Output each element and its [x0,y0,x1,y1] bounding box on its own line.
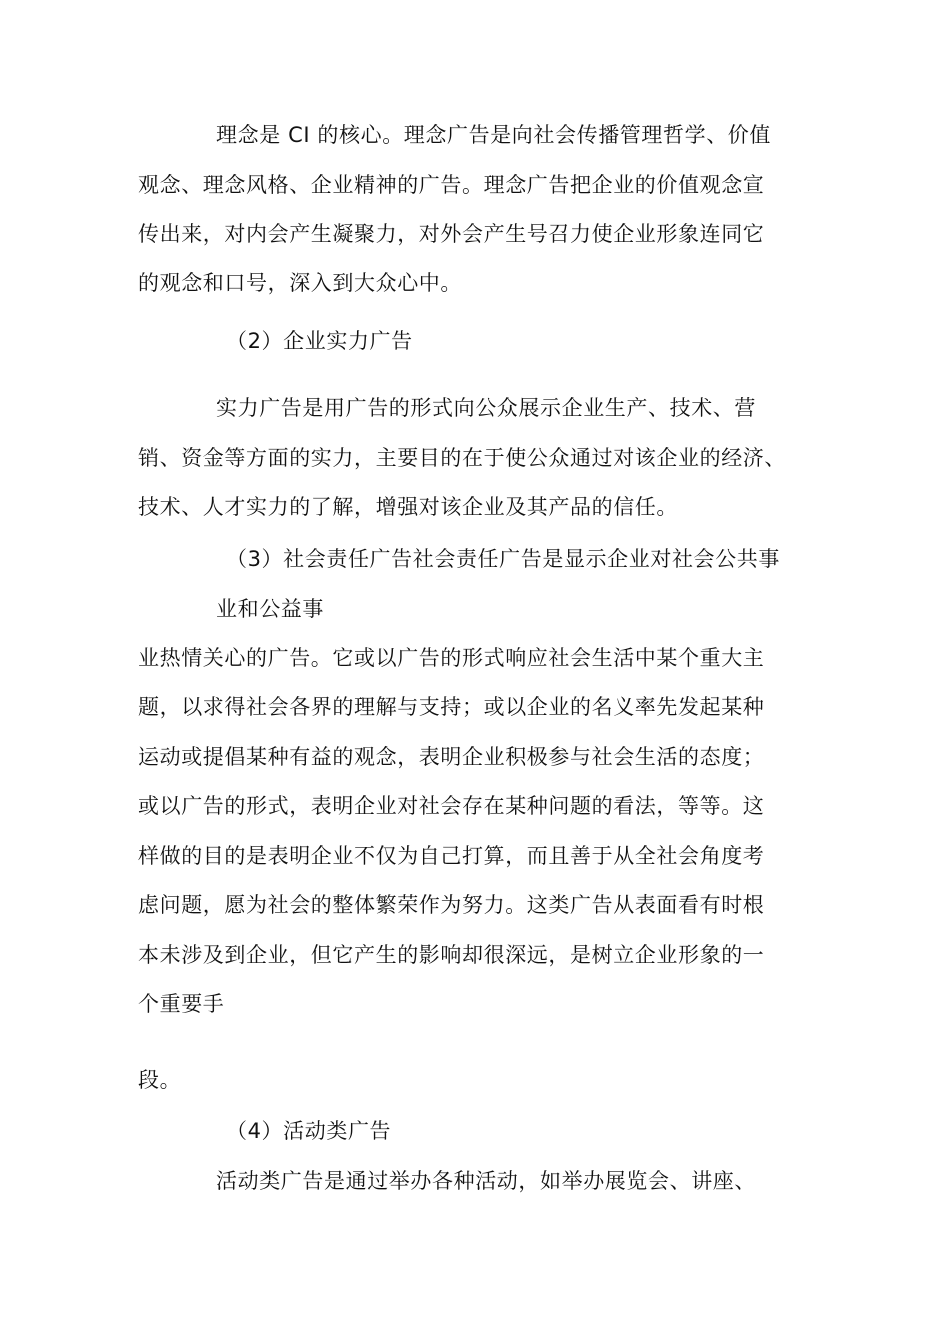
paragraph-line: 销、资金等方面的实力，主要目的在于使公众通过对该企业的经济、 [138,446,786,470]
paragraph-line: 段。 [138,1068,182,1092]
paragraph-line: 的观念和口号，深入到大众心中。 [138,271,462,295]
paragraph-line: 个重要手 [138,992,225,1016]
paragraph-line: 活动类广告是通过举办各种活动，如举办展览会、讲座、 [216,1169,756,1193]
paragraph-line: 本未涉及到企业，但它产生的影响却很深远，是树立企业形象的一 [138,943,765,967]
paragraph-line: 样做的目的是表明企业不仅为自己打算，而且善于从全社会角度考 [138,844,765,868]
section-heading: （2）企业实力广告 [226,329,413,353]
paragraph-line: 业热情关心的广告。它或以广告的形式响应社会生活中某个重大主 [138,646,765,670]
paragraph-line: 虑问题，愿为社会的整体繁荣作为努力。这类广告从表面看有时根 [138,893,765,917]
section-heading: （4）活动类广告 [226,1119,392,1143]
section-heading: （3）社会责任广告社会责任广告是显示企业对社会公共事 [226,547,780,571]
section-heading-continuation: 业和公益事 [216,597,324,621]
paragraph-line: 技术、人才实力的了解，增强对该企业及其产品的信任。 [138,495,678,519]
paragraph-line: 运动或提倡某种有益的观念，表明企业积极参与社会生活的态度； [138,745,765,769]
paragraph-line: 理念是 CI 的核心。理念广告是向社会传播管理哲学、价值 [216,123,772,147]
paragraph-line: 传出来，对内会产生凝聚力，对外会产生号召力使企业形象连同它 [138,222,765,246]
paragraph-line: 题，以求得社会各界的理解与支持；或以企业的名义率先发起某种 [138,695,765,719]
paragraph-line: 实力广告是用广告的形式向公众展示企业生产、技术、营 [216,396,756,420]
paragraph-line: 观念、理念风格、企业精神的广告。理念广告把企业的价值观念宣 [138,173,765,197]
paragraph-line: 或以广告的形式，表明企业对社会存在某种问题的看法，等等。这 [138,794,765,818]
